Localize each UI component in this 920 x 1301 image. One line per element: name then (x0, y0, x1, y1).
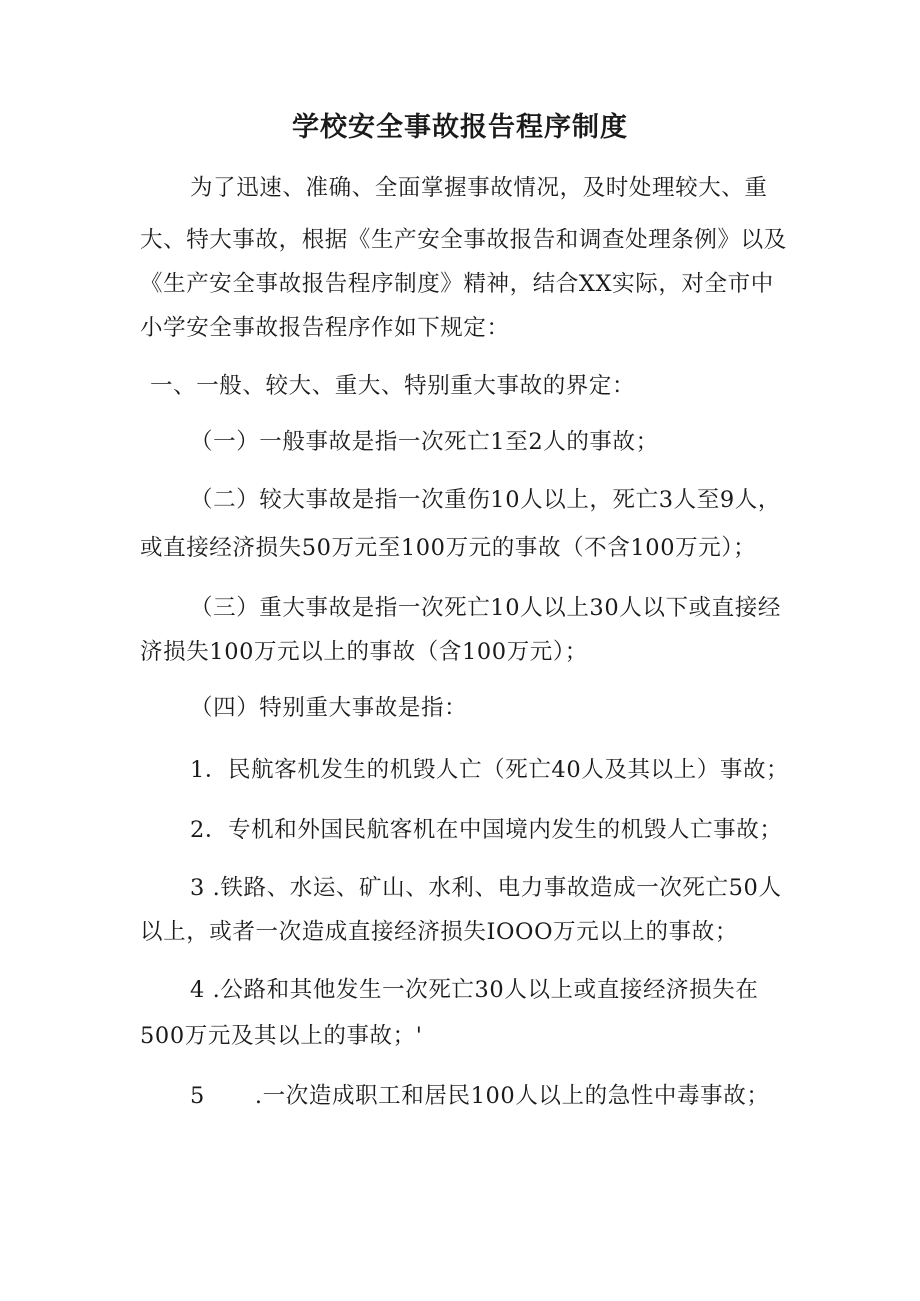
item-4-line-1: 4 .公路和其他发生一次死亡30人以上或直接经济损失在 (190, 977, 759, 1003)
intro-line-4: 小学安全事故报告程序作如下规定： (140, 315, 510, 341)
item-4-line-2: 500万元及其以上的事故；' (140, 1023, 423, 1049)
item-2: 2．专机和外国民航客机在中国境内发生的机毁人亡事故； (190, 817, 783, 843)
item-1: 1．民航客机发生的机毁人亡（死亡40人及其以上）事故； (190, 757, 790, 783)
intro-line-2: 大、特大事故，根据《生产安全事故报告和调查处理条例》以及 (140, 227, 787, 253)
clause-2-line-1: （二）较大事故是指一次重伤10人以上，死亡3人至9人， (190, 487, 781, 513)
item-3-line-1: 3 .铁路、水运、矿山、水利、电力事故造成一次死亡50人 (190, 875, 782, 901)
item-5 (190, 1078, 769, 1114)
intro-line-3: 《生产安全事故报告程序制度》精神，结合XX实际，对全市中 (140, 271, 774, 297)
section-heading: 一、一般、较大、重大、特别重大事故的界定： (150, 373, 636, 399)
page-title: 学校安全事故报告程序制度 (292, 112, 628, 143)
item-5-text: .一次造成职工和居民100人以上的急性中毒事故； (254, 1083, 770, 1109)
clause-2-line-2: 或直接经济损失50万元至100万元的事故（不含100万元）； (140, 535, 757, 561)
clause-3-line-1: （三）重大事故是指一次死亡10人以上30人以下或直接经 (190, 595, 781, 621)
clause-4: （四）特别重大事故是指： (190, 695, 468, 721)
clause-1: （一）一般事故是指一次死亡1至2人的事故； (190, 429, 659, 455)
item-3-line-2: 以上，或者一次造成直接经济损失IOOO万元以上的事故； (140, 919, 738, 945)
intro-line-1: 为了迅速、准确、全面掌握事故情况，及时处理较大、重 (190, 175, 768, 201)
item-5-number: 5 (190, 1083, 205, 1109)
clause-3-line-2: 济损失100万元以上的事故（含100万元）； (140, 639, 588, 665)
